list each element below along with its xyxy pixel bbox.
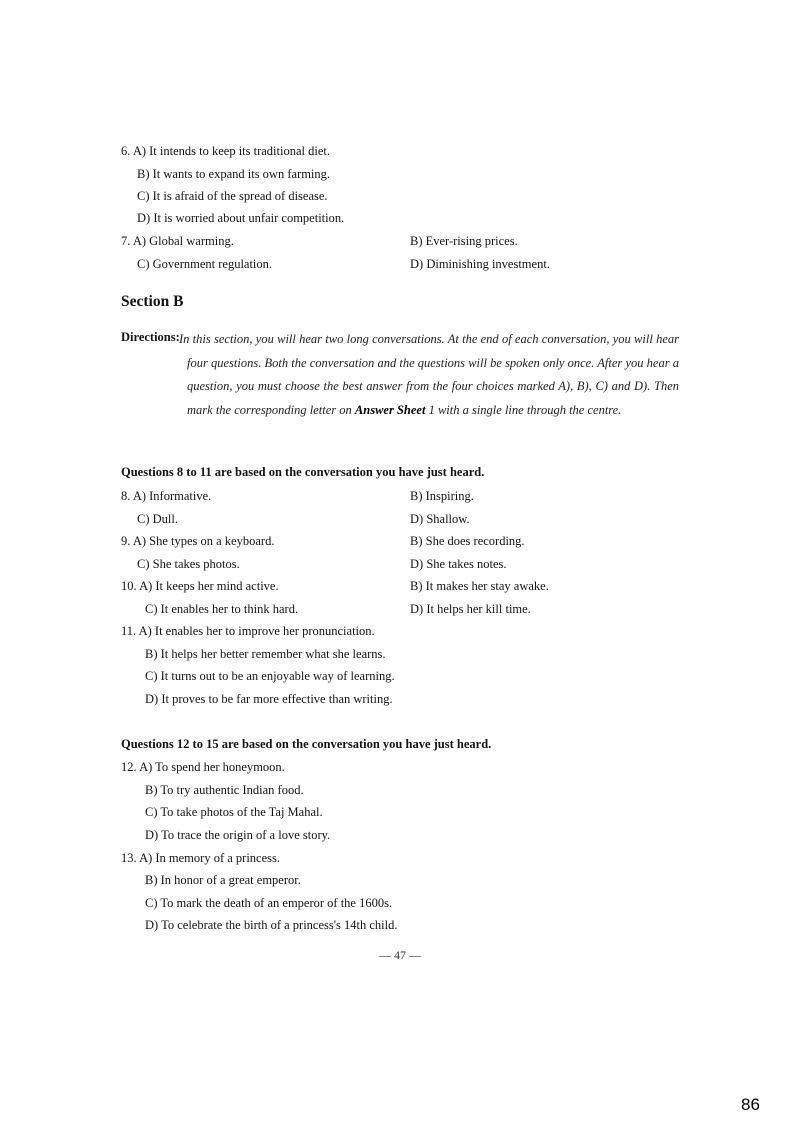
question-12-option-d: D) To trace the origin of a love story. (145, 828, 331, 842)
question-9-option-a (121, 533, 274, 549)
question-11-option-c: C) It turns out to be an enjoyable way of learning. (145, 669, 395, 683)
option-text: A) Informative. (132, 489, 212, 503)
question-13-option-a (121, 850, 280, 866)
option-text: A) It enables her to improve her pronunciation. (138, 624, 375, 638)
directions-text-part-2: 1 with a single line through the centre. (425, 402, 622, 417)
corner-page-number: 86 (741, 1095, 760, 1114)
question-6-option-a (121, 143, 330, 159)
question-7-option-b: B) Ever-rising prices. (410, 234, 518, 248)
option-text: A) It intends to keep its traditional diet. (132, 144, 330, 158)
question-6-option-d: D) It is worried about unfair competition. (137, 211, 345, 225)
question-6-option-b: B) It wants to expand its own farming. (137, 167, 331, 181)
question-group-heading: Questions 12 to 15 are based on the conversation you have just heard. (121, 737, 492, 751)
question-10-option-c: C) It enables her to think hard. (145, 602, 299, 616)
question-10-option-d: D) It helps her kill time. (410, 602, 531, 616)
directions-text-part-1: In this section, you will hear two long conversations. At the end of each conversation, you will hear four questions. Both the conversation and the questions will be spoken only once. After you hear a question, you must choose the best answer from the four choices marked A), B), C) and D). Then mark the corresponding letter on (179, 332, 679, 417)
question-number: 6. (121, 144, 131, 158)
option-text: A) In memory of a princess. (139, 851, 280, 865)
question-7-option-c: C) Government regulation. (137, 257, 273, 271)
question-13-option-c: C) To mark the death of an emperor of the 1600s. (145, 896, 393, 910)
option-text: A) To spend her honeymoon. (139, 760, 285, 774)
question-13-option-d: D) To celebrate the birth of a princess's 14th child. (145, 918, 398, 932)
question-7-option-d: D) Diminishing investment. (410, 257, 550, 271)
answer-sheet-label: Answer Sheet (354, 402, 426, 417)
question-number: 11. (121, 624, 137, 638)
question-11-option-b: B) It helps her better remember what she learns. (145, 647, 386, 661)
question-12-option-a (121, 759, 285, 775)
question-12-option-b: B) To try authentic Indian food. (145, 783, 304, 797)
question-8-option-a (121, 488, 211, 504)
question-6-option-c: C) It is afraid of the spread of disease. (137, 189, 328, 203)
option-text: A) It keeps her mind active. (139, 579, 279, 593)
page-number: — 47 — (379, 948, 421, 962)
option-text: A) She types on a keyboard. (132, 534, 275, 548)
question-10-option-a (121, 578, 279, 594)
question-9-option-c: C) She takes photos. (137, 557, 240, 571)
question-8-option-c: C) Dull. (137, 512, 178, 526)
question-9-option-b: B) She does recording. (410, 534, 525, 548)
directions-label: Directions: (121, 330, 180, 344)
question-9-option-d: D) She takes notes. (410, 557, 507, 571)
question-8-option-d: D) Shallow. (410, 512, 470, 526)
option-text: A) Global warming. (132, 234, 234, 248)
question-11-option-a (121, 623, 375, 639)
question-group-heading: Questions 8 to 11 are based on the conversation you have just heard. (121, 465, 485, 479)
question-number: 9. (121, 534, 131, 548)
question-10-option-b: B) It makes her stay awake. (410, 579, 549, 593)
question-11-option-d: D) It proves to be far more effective than writing. (145, 692, 393, 706)
question-number: 10. (121, 579, 137, 593)
question-number: 8. (121, 489, 131, 503)
question-number: 7. (121, 234, 131, 248)
directions-text (179, 328, 679, 422)
section-title: Section B (121, 293, 184, 310)
question-7-option-a (121, 233, 234, 249)
question-13-option-b: B) In honor of a great emperor. (145, 873, 301, 887)
question-number: 12. (121, 760, 137, 774)
question-8-option-b: B) Inspiring. (410, 489, 474, 503)
question-number: 13. (121, 851, 137, 865)
question-12-option-c: C) To take photos of the Taj Mahal. (145, 805, 323, 819)
